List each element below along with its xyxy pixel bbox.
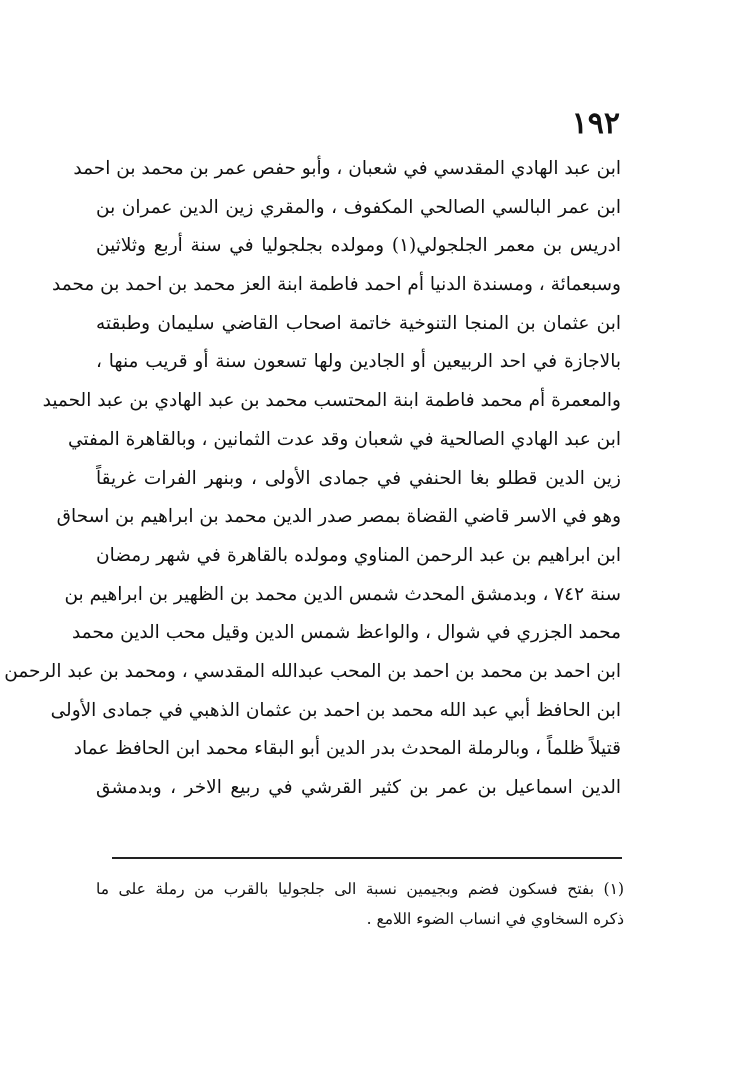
page-number: ١٩٢ [571, 106, 620, 141]
text-line: سنة ٧٤٢ ، وبدمشق المحدث شمس الدين محمد بن الظهير بن ابراهيم بن [64, 583, 621, 605]
footnote-line: ذكره السخاوي في انساب الضوء اللامع . [366, 910, 624, 928]
text-line: وسبعمائة ، ومسندة الدنيا أم احمد فاطمة ابنة العز محمد بن احمد بن محمد [51, 274, 621, 296]
text-line: الدين اسماعيل بن عمر بن كثير القرشي في ربيع الاخر ، وبدمشق [96, 777, 621, 798]
text-line: بالاجازة في احد الربيعين أو الجادين ولها تسعون سنة أو قريب منها ، [96, 351, 621, 373]
text-line: ابن احمد بن محمد بن احمد بن المحب عبدالله المقدسي ، ومحمد بن عبد الرحمن [4, 660, 621, 682]
text-line: وهو في الاسر قاضي القضاة بمصر صدر الدين محمد بن ابراهيم بن اسحاق [56, 506, 621, 528]
text-line: ابن عثمان بن المنجا التنوخية خاتمة اصحاب القاضي سليمان وطبقته [96, 312, 621, 334]
text-line: ابن ابراهيم بن عبد الرحمن المناوي ومولده بالقاهرة في شهر رمضان [96, 544, 621, 566]
text-line: ابن الحافظ أبي عبد الله محمد بن احمد بن عثمان الذهبي في جمادى الأولى [50, 699, 621, 721]
text-line: زين الدين قطلو بغا الحنفي في جمادى الأولى ، وبنهر الفرات غريقاً [96, 467, 621, 489]
text-line: ابن عبد الهادي الصالحية في شعبان وقد عدت الثمانين ، وبالقاهرة المفتي [67, 428, 621, 450]
text-line: والمعمرة أم محمد فاطمة ابنة المحتسب محمد بن عبد الهادي بن عبد الحميد [42, 390, 621, 412]
text-line: ادريس بن معمر الجلجولي(١) ومولده بجلجوليا في سنة أربع وثلاثين [96, 235, 621, 257]
text-line: ابن عمر البالسي الصالحي المكفوف ، والمقري زين الدين عمران بن [96, 196, 621, 218]
footnote-divider [112, 857, 622, 859]
main-text-block [4, 150, 621, 808]
text-line: قتيلاً ظلماً ، وبالرملة المحدث بدر الدين أبو البقاء محمد ابن الحافظ عماد [73, 738, 621, 760]
footnote-block [96, 874, 624, 934]
footnote-line: (١) بفتح فسكون فضم وبجيمين نسبة الى جلجوليا بالقرب من رملة على ما [96, 880, 624, 898]
text-line: محمد الجزري في شوال ، والواعظ شمس الدين وقيل محب الدين محمد [71, 622, 621, 644]
text-line: ابن عبد الهادي المقدسي في شعبان ، وأبو حفص عمر بن محمد بن احمد [73, 158, 621, 179]
